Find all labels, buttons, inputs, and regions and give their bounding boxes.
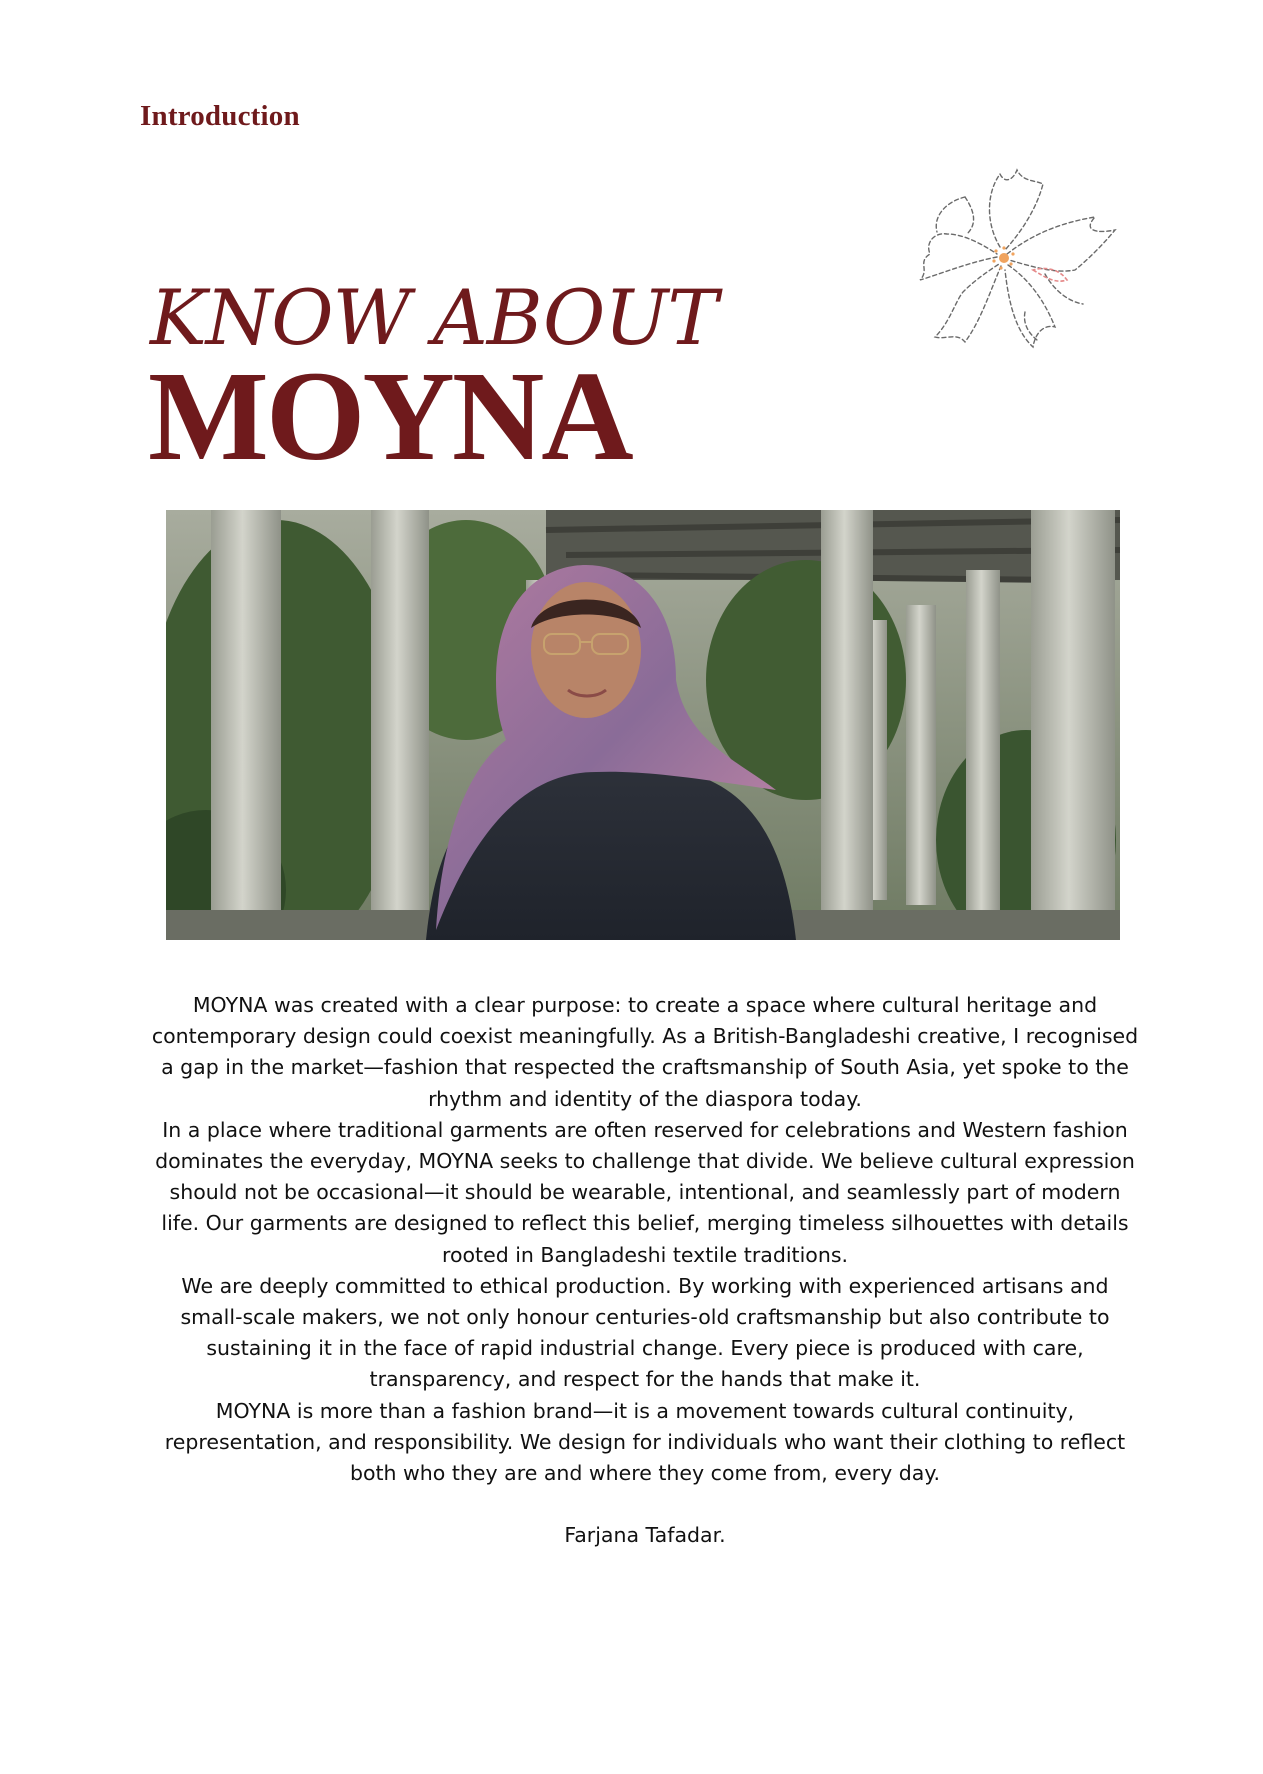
body-text [150,990,1140,1551]
paragraph-4: MOYNA is more than a fashion brand—it is a movement towards cultural continuity, representation, and responsibility. We design for individuals who want their clothing to reflect both who they are and where they come from, every day. [164,1398,1126,1486]
headline-brand-name: MOYNA [148,345,631,487]
signature: Farjana Tafadar. [564,1523,726,1548]
flower-icon [905,162,1130,372]
paragraph-3: We are deeply committed to ethical production. By working with experienced artisans and small-scale makers, we not only honour centuries-old craftsmanship but also contribute to sustaining it in the face of rapid industrial change. Every piece is produced with care, transparency, and respect for the hands that make it. [180,1273,1110,1392]
portrait-photo [166,510,1120,940]
paragraph-2: In a place where traditional garments are often reserved for celebrations and Western fashion dominates the everyday, MOYNA seeks to challenge that divide. We believe cultural expression should not be occasional—it should be wearable, intentional, and seamlessly part of modern life. Our garments are designed to reflect this belief, merging timeless silhouettes with details rooted in Bangladeshi textile traditions. [155,1117,1135,1267]
headline-know-about: KNOW ABOUT [150,273,718,362]
paragraph-1: MOYNA was created with a clear purpose: to create a space where cultural heritage and contemporary design could coexist meaningfully. As a British-Bangladeshi creative, I recognised a gap in the market—fashion that respected the craftsmanship of South Asia, yet spoke to the rhythm and identity of the diaspora today. [151,993,1139,1111]
section-label: Introduction [140,100,300,132]
